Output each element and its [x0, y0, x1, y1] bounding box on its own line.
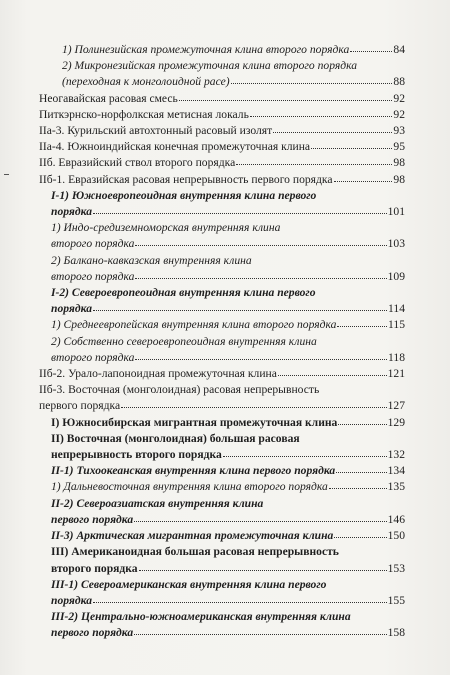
leader-dots	[334, 537, 386, 538]
toc-entry-text: IIб-2. Урало-лапоноидная промежуточная клина	[39, 367, 277, 381]
toc-entry-text: второго порядка	[51, 237, 135, 251]
toc-page-number: 93	[393, 124, 405, 138]
toc-entry-text: IIa-4. Южноиндийская конечная промежуточная клина	[39, 140, 311, 154]
toc-page-number: 84	[393, 43, 405, 56]
leader-dots	[134, 634, 386, 635]
toc-entry	[39, 155, 405, 171]
leader-dots	[311, 148, 392, 149]
toc-entry-text: 2) Балкано-кавказская внутренняя клина	[51, 253, 252, 267]
toc-entry-text: непрерывность второго порядка	[51, 448, 222, 462]
leader-dots	[135, 245, 386, 246]
toc-entry	[39, 317, 405, 333]
toc-entry	[39, 285, 405, 317]
toc-entry	[39, 479, 405, 495]
toc-entry	[39, 577, 405, 609]
toc-entry-text: IIa-3. Курильский автохтонный расовый изолят	[39, 124, 273, 138]
toc-page-number: 101	[387, 205, 405, 219]
leader-dots	[121, 407, 386, 408]
toc-entry-text: I-2) Североевропеоидная внутренняя клина первого	[51, 286, 316, 300]
leader-dots	[135, 278, 386, 279]
toc-page-number: 118	[388, 350, 405, 364]
toc-entry-text: первого порядка	[51, 626, 134, 640]
leader-dots	[93, 602, 387, 603]
toc-entry-text: IIб-1. Евразийская расовая непрерывность первого порядка	[39, 172, 333, 186]
toc-entry	[39, 58, 405, 90]
toc-entry-text: 1) Дальневосточная внутренняя клина второго порядка	[51, 480, 328, 494]
toc-page-number: 98	[393, 172, 405, 186]
toc-page-number: 92	[393, 91, 405, 105]
leader-dots	[273, 132, 392, 133]
leader-dots	[139, 570, 387, 571]
toc-entry	[39, 107, 405, 123]
toc-page-number: 127	[387, 399, 405, 413]
leader-dots	[338, 424, 386, 425]
toc-entry-text: 1) Полинезийская промежуточная клина второго порядка	[62, 43, 350, 56]
toc-entry-text: II) Восточная (монголоидная) большая расовая	[51, 431, 300, 445]
toc-entry-text: III-1) Североамериканская внутренняя клина первого	[51, 577, 327, 591]
leader-dots	[336, 472, 386, 473]
toc-entry	[39, 431, 405, 463]
toc-entry-text: IIб-3. Восточная (монголоидная) расовая непрерывность	[39, 383, 320, 397]
toc-page-number: 98	[393, 156, 405, 170]
toc-entry	[39, 609, 405, 641]
toc-page-number: 95	[393, 140, 405, 154]
toc-entry	[39, 188, 405, 220]
leader-dots	[93, 213, 387, 214]
toc-entry-text: второго порядка	[51, 561, 138, 575]
toc-entry-text: второго порядка	[51, 350, 135, 364]
margin-mark	[4, 174, 9, 175]
toc-entry	[39, 91, 405, 107]
toc-entry-text: порядка	[51, 302, 92, 316]
toc-page-number: 135	[387, 480, 405, 494]
toc-entry-text: 2) Микронезийская промежуточная клина второго порядка	[62, 59, 358, 73]
leader-dots	[223, 456, 387, 457]
toc-entry	[39, 544, 405, 576]
toc-entry	[39, 172, 405, 188]
leader-dots	[93, 310, 387, 311]
leader-dots	[231, 83, 393, 84]
toc-entry	[39, 139, 405, 155]
toc-entry	[39, 123, 405, 139]
toc-page-number: 109	[387, 269, 405, 283]
toc-entry	[39, 496, 405, 528]
leader-dots	[334, 181, 393, 182]
toc-entry-text: второго порядка	[51, 269, 135, 283]
toc-entry-text: IIб. Евразийский ствол второго порядка	[39, 156, 236, 170]
leader-dots	[135, 359, 387, 360]
toc-entry	[39, 415, 405, 431]
toc-entry-text: порядка	[51, 593, 92, 607]
leader-dots	[236, 164, 392, 165]
toc-entry-text: 1) Среднеевропейская внутренняя клина второго порядка	[51, 318, 337, 332]
leader-dots	[337, 326, 387, 327]
toc-entry	[39, 382, 405, 414]
toc-page-number: 150	[387, 529, 405, 543]
toc-entry-text: 2) Собственно североевропеоидная внутренняя клина	[51, 334, 317, 348]
toc-entry-text: II-3) Арктическая мигрантная промежуточная клина	[51, 529, 334, 543]
leader-dots	[179, 100, 393, 101]
toc-entry-text: I-1) Южноевропеоидная внутренняя клина первого	[51, 188, 317, 202]
toc-entry-text: 1) Индо-средиземноморская внутренняя клина	[51, 221, 281, 235]
leader-dots	[278, 375, 387, 376]
toc-entry-text: Неогавайская расовая смесь	[39, 91, 178, 105]
toc-page-number: 121	[387, 367, 405, 381]
leader-dots	[134, 521, 386, 522]
toc-entry-text: III-2) Центрально-южноамериканская внутренняя клина	[51, 610, 351, 624]
toc-entry-text: II-2) Североазиатская внутренняя клина	[51, 496, 264, 510]
toc-entry	[39, 528, 405, 544]
toc-entry	[39, 220, 405, 252]
toc-entry	[39, 366, 405, 382]
toc-page-number: 92	[393, 107, 405, 121]
toc-page-number: 129	[387, 415, 405, 429]
toc-entry	[39, 253, 405, 285]
toc-page-number: 153	[387, 561, 405, 575]
toc-entry-text: Питкэрнско-норфолкская метисная локаль	[39, 107, 249, 121]
toc-entry	[39, 463, 405, 479]
toc-entry-text: II-1) Тихоокеанская внутренняя клина первого порядка	[51, 464, 336, 478]
toc-entry	[39, 334, 405, 366]
toc-page-number: 103	[387, 237, 405, 251]
toc-page-number: 134	[387, 464, 405, 478]
toc-entry-text: I) Южносибирская мигрантная промежуточная клина	[51, 415, 338, 429]
leader-dots	[350, 51, 392, 52]
toc-page-number: 158	[387, 626, 405, 640]
toc-page-number: 155	[387, 593, 405, 607]
toc-entry-text: первого порядка	[51, 512, 134, 526]
toc-entry-text: порядка	[51, 205, 92, 219]
leader-dots	[329, 488, 387, 489]
toc-entry	[39, 42, 405, 58]
toc-page-number: 132	[387, 448, 405, 462]
toc-entry-text: первого порядка	[39, 399, 121, 413]
toc-page-number: 88	[393, 75, 405, 89]
toc-entry-text: (переходная к монголоидной расе)	[62, 75, 230, 89]
toc-page-number: 114	[388, 302, 405, 316]
leader-dots	[250, 116, 393, 117]
table-of-contents	[39, 42, 405, 642]
toc-page-number: 146	[387, 512, 405, 526]
toc-page-number: 115	[388, 318, 405, 332]
toc-entry-text: III) Американоидная большая расовая непрерывность	[51, 545, 339, 559]
